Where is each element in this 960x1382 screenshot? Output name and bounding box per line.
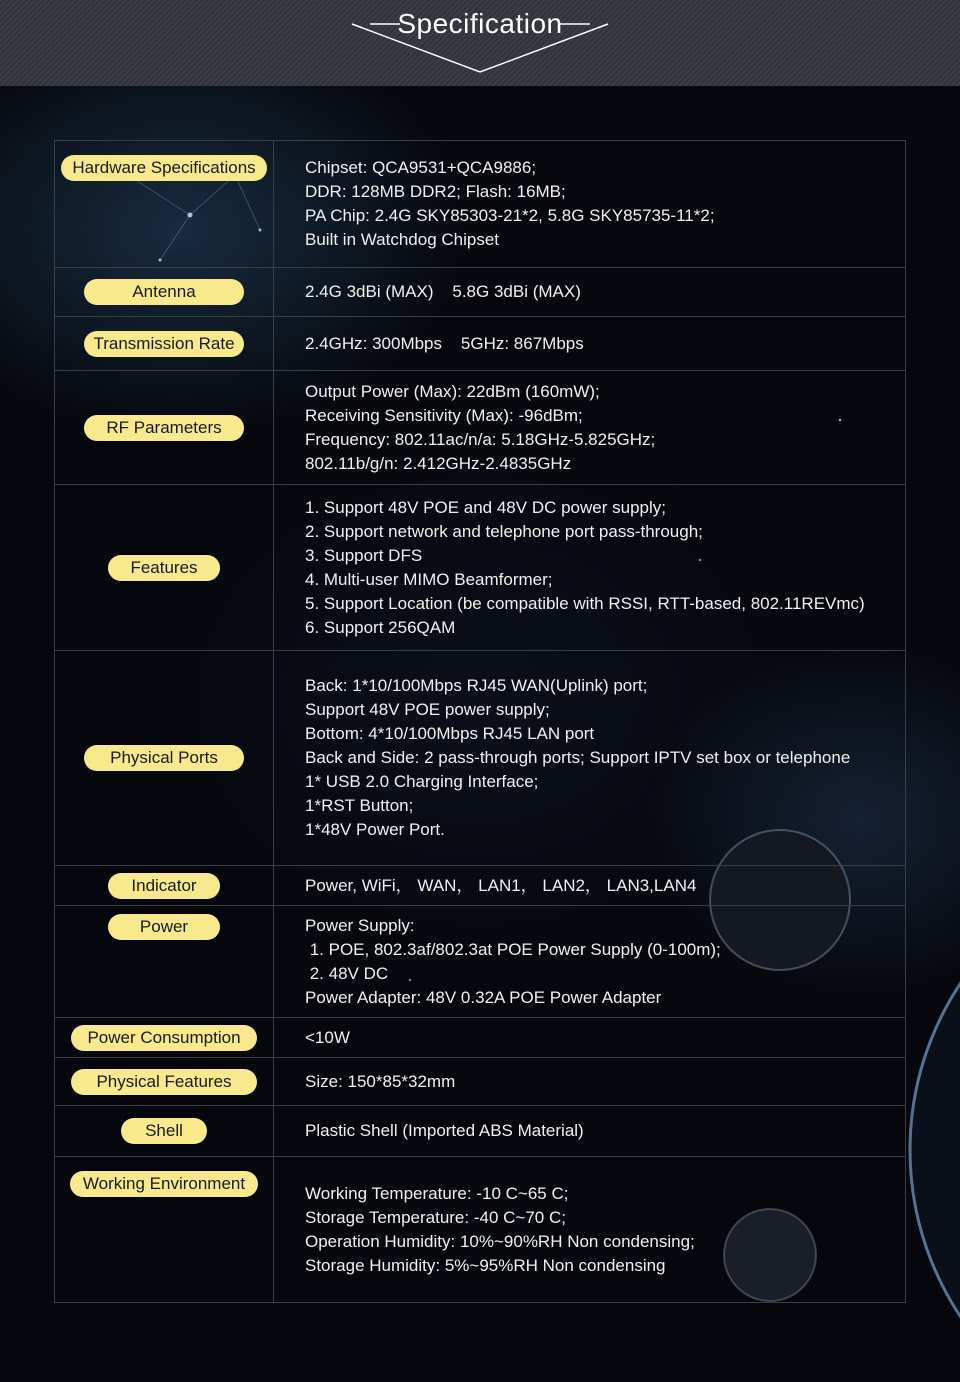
spec-label-cell [55, 485, 274, 651]
spec-value-cell [274, 1106, 906, 1157]
spec-value-cell [274, 485, 906, 651]
spec-value-line: Working Temperature: -10 C~65 C; [305, 1183, 569, 1203]
table-row [55, 141, 906, 268]
spec-label-cell [55, 141, 274, 268]
table-row [55, 1058, 906, 1106]
spec-label-pill: Features [108, 555, 220, 581]
spec-value-line: DDR: 128MB DDR2; Flash: 16MB; [305, 182, 566, 201]
spec-label-cell [55, 371, 274, 485]
spec-value-line: Frequency: 802.11ac/n/a: 5.18GHz-5.825GHz; [305, 429, 656, 449]
spec-label-pill: Indicator [108, 873, 220, 899]
spec-value-line: 2. Support network and telephone port pass-through; [305, 521, 703, 541]
table-row [55, 906, 906, 1018]
spec-label-pill: Physical Ports [84, 745, 244, 771]
spec-label-cell [55, 1157, 274, 1303]
spec-table [54, 140, 906, 1303]
spec-label-cell [55, 317, 274, 371]
table-row [55, 268, 906, 317]
spec-label-cell [55, 1018, 274, 1058]
spec-value-line: Power, WiFi， WAN， LAN1， LAN2， LAN3,LAN4 [305, 875, 697, 895]
spec-label-pill: Antenna [84, 279, 244, 305]
spec-value-line: 4. Multi-user MIMO Beamformer; [305, 569, 553, 589]
spec-value-line: Back: 1*10/100Mbps RJ45 WAN(Uplink) port; [305, 676, 648, 695]
spec-value-cell [274, 268, 906, 317]
spec-value-line: Back and Side: 2 pass-through ports; Support IPTV set box or telephone [305, 748, 851, 767]
table-row [55, 1157, 906, 1303]
spec-value-line: Operation Humidity: 10%~90%RH Non condensing; [305, 1231, 695, 1251]
table-row [55, 1106, 906, 1157]
spec-label-cell [55, 268, 274, 317]
spec-value-line: Power Adapter: 48V 0.32A POE Power Adapter [305, 987, 662, 1007]
spec-label-cell [55, 1106, 274, 1157]
spec-label-pill: Hardware Specifications [61, 155, 267, 181]
spec-label-cell [55, 906, 274, 1018]
spec-value-line: Size: 150*85*32mm [305, 1071, 456, 1091]
table-row [55, 371, 906, 485]
spec-value-cell [274, 1018, 906, 1058]
spec-value-line: 1*48V Power Port. [305, 820, 445, 839]
spec-value-line: Built in Watchdog Chipset [305, 230, 500, 249]
spec-value-line: 3. Support DFS [305, 545, 423, 565]
spec-value-line: 1. Support 48V POE and 48V DC power supply; [305, 497, 666, 517]
spec-label-pill: RF Parameters [84, 415, 244, 441]
spec-value-line: 802.11b/g/n: 2.412GHz-2.4835GHz [305, 453, 572, 473]
spec-label-pill: Shell [121, 1118, 207, 1144]
spec-value-line: 5. Support Location (be compatible with RSSI, RTT-based, 802.11REVmc) [305, 593, 865, 613]
spec-value-line: Receiving Sensitivity (Max): -96dBm; [305, 405, 583, 425]
spec-label-pill: Transmission Rate [84, 331, 244, 357]
spec-value-cell [274, 651, 906, 866]
spec-value-line: 2. 48V DC [305, 963, 389, 983]
spec-value-cell [274, 866, 906, 906]
spec-value-cell [274, 371, 906, 485]
spec-value-line: Plastic Shell (Imported ABS Material) [305, 1121, 584, 1140]
spec-label-cell [55, 1058, 274, 1106]
spec-label-cell [55, 651, 274, 866]
spec-label-cell [55, 866, 274, 906]
spec-value-line: 2.4GHz: 300Mbps 5GHz: 867Mbps [305, 333, 584, 353]
spec-value-line: Bottom: 4*10/100Mbps RJ45 LAN port [305, 724, 595, 743]
spec-value-line: Storage Humidity: 5%~95%RH Non condensing [305, 1255, 666, 1275]
table-row [55, 1018, 906, 1058]
spec-value-line: 6. Support 256QAM [305, 617, 456, 637]
table-row [55, 651, 906, 866]
spec-value-cell [274, 1058, 906, 1106]
spec-value-line: <10W [305, 1027, 350, 1047]
table-row [55, 317, 906, 371]
spec-value-line: Power Supply: [305, 915, 415, 935]
spec-value-line: 1* USB 2.0 Charging Interface; [305, 772, 539, 791]
spec-label-pill: Physical Features [71, 1069, 257, 1095]
spec-value-line: 1*RST Button; [305, 796, 414, 815]
spec-value-line: Support 48V POE power supply; [305, 700, 550, 719]
page-title: Specification [397, 8, 563, 39]
spec-value-cell [274, 141, 906, 268]
spec-value-line: Output Power (Max): 22dBm (160mW); [305, 381, 600, 401]
spec-value-cell [274, 317, 906, 371]
spec-value-cell [274, 1157, 906, 1303]
table-row [55, 485, 906, 651]
table-row [55, 866, 906, 906]
large-planet [910, 850, 960, 1382]
spec-label-pill: Power [108, 914, 220, 940]
spec-value-line: 1. POE, 802.3af/802.3at POE Power Supply (0-100m); [305, 939, 721, 959]
spec-label-pill: Power Consumption [71, 1025, 257, 1051]
spec-label-pill: Working Environment [70, 1171, 258, 1197]
spec-value-line: PA Chip: 2.4G SKY85303-21*2, 5.8G SKY85735-11*2; [305, 206, 715, 225]
spec-value-line: Chipset: QCA9531+QCA9886; [305, 158, 537, 177]
spec-value-line: Storage Temperature: -40 C~70 C; [305, 1207, 566, 1227]
spec-value-cell [274, 906, 906, 1018]
spec-value-line: 2.4G 3dBi (MAX) 5.8G 3dBi (MAX) [305, 282, 581, 301]
